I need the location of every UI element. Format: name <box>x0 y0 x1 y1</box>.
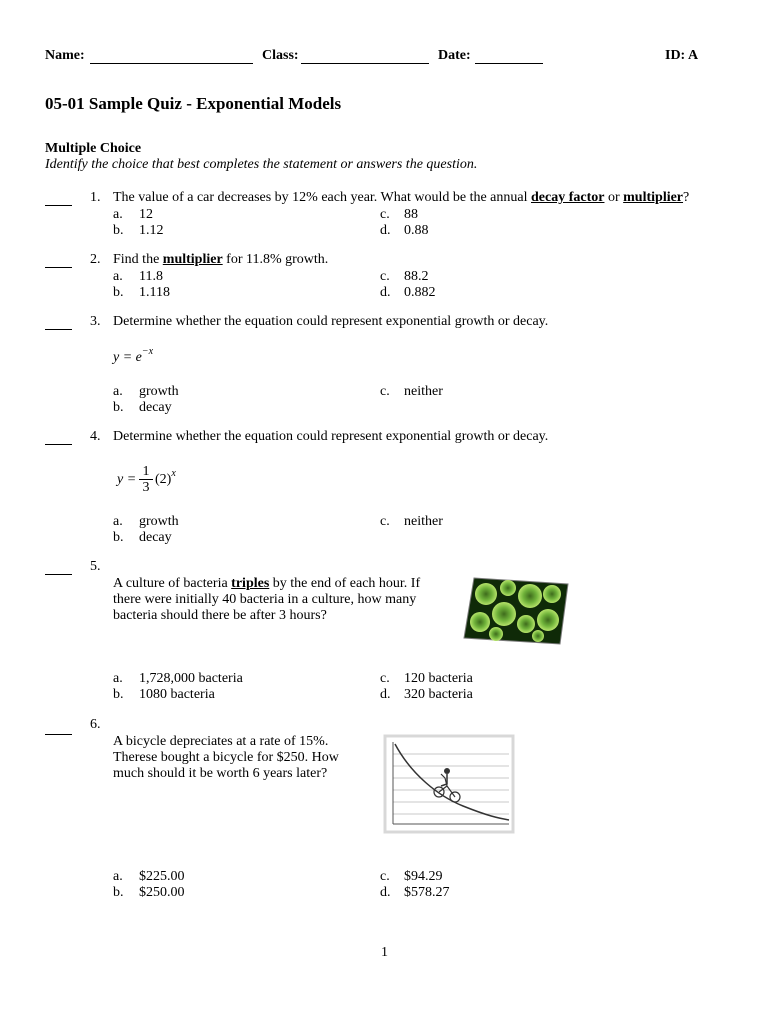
choice-letter: a. <box>113 671 123 686</box>
section-instructions: Identify the choice that best completes the statement or answers the question. <box>45 157 478 172</box>
emph-triples: triples <box>231 576 270 591</box>
answer-blank-6[interactable] <box>45 734 72 735</box>
choice-letter: a. <box>113 269 123 284</box>
question-5-line-3: bacteria should there be after 3 hours? <box>113 608 327 623</box>
choice-text: 88 <box>404 207 418 222</box>
choice-text: 12 <box>139 207 153 222</box>
class-field[interactable] <box>301 63 429 64</box>
section-heading: Multiple Choice <box>45 141 142 156</box>
choice-text: $578.27 <box>404 885 450 900</box>
choice-text: $225.00 <box>139 869 185 884</box>
equation-4-base: $(2)^x$ <box>155 468 176 487</box>
choice-text: 0.882 <box>404 285 436 300</box>
choice-text: $94.29 <box>404 869 443 884</box>
emph-multiplier: multiplier <box>162 252 223 267</box>
name-field[interactable] <box>90 63 253 64</box>
choice-text: neither <box>404 514 443 529</box>
choice-text: 1.12 <box>139 223 164 238</box>
question-number: 2. <box>90 252 101 267</box>
choice-text: 1.118 <box>139 285 170 300</box>
choice-text: neither <box>404 384 443 399</box>
question-5-line-2: there were initially 40 bacteria in a culture, how many <box>113 592 417 607</box>
question-number: 1. <box>90 190 101 205</box>
bicycle-graph-image <box>383 734 515 834</box>
choice-text: 320 bacteria <box>404 687 473 702</box>
answer-blank-4[interactable] <box>45 444 72 445</box>
choice-letter: d. <box>380 885 391 900</box>
question-number: 6. <box>90 717 101 732</box>
emph-decay-factor: decay factor <box>531 190 605 205</box>
choice-text: $250.00 <box>139 885 185 900</box>
choice-letter: c. <box>380 384 390 399</box>
equation-3: $y = e^{-x}$ <box>113 346 154 365</box>
choice-letter: c. <box>380 671 390 686</box>
choice-letter: d. <box>380 223 391 238</box>
choice-text: growth <box>139 384 179 399</box>
choice-text: 0.88 <box>404 223 429 238</box>
emph-multiplier: multiplier <box>623 190 684 205</box>
question-number: 5. <box>90 559 101 574</box>
answer-blank-1[interactable] <box>45 205 72 206</box>
choice-letter: b. <box>113 285 124 300</box>
choice-letter: a. <box>113 869 123 884</box>
choice-letter: d. <box>380 687 391 702</box>
name-label: Name: <box>45 48 85 63</box>
bacteria-image <box>460 574 572 648</box>
id-label: ID: A <box>665 48 699 63</box>
page-title: 05-01 Sample Quiz - Exponential Models <box>45 94 342 113</box>
choice-letter: b. <box>113 885 124 900</box>
choice-letter: b. <box>113 530 124 545</box>
choice-letter: b. <box>113 687 124 702</box>
choice-letter: a. <box>113 207 123 222</box>
choice-letter: b. <box>113 400 124 415</box>
equation-4-lhs: y = <box>117 472 137 487</box>
choice-letter: c. <box>380 269 390 284</box>
choice-letter: d. <box>380 285 391 300</box>
choice-text: 88.2 <box>404 269 429 284</box>
page-number: 1 <box>381 945 388 960</box>
question-1-text: The value of a car decreases by 12% each year. What would be the annual decay factor or multiplier? <box>113 190 690 205</box>
choice-text: decay <box>139 530 172 545</box>
answer-blank-5[interactable] <box>45 574 72 575</box>
equation-4-fraction: $\frac{1}{3}$ <box>139 464 153 495</box>
question-2-text: Find the multiplier for 11.8% growth. <box>113 252 329 267</box>
choice-text: growth <box>139 514 179 529</box>
choice-text: decay <box>139 400 172 415</box>
choice-text: 120 bacteria <box>404 671 473 686</box>
class-label: Class: <box>262 48 299 63</box>
choice-letter: c. <box>380 514 390 529</box>
question-number: 3. <box>90 314 101 329</box>
choice-text: 1080 bacteria <box>139 687 215 702</box>
date-label: Date: <box>438 48 471 63</box>
question-4-text: Determine whether the equation could represent exponential growth or decay. <box>113 429 549 444</box>
question-number: 4. <box>90 429 101 444</box>
choice-text: 11.8 <box>139 269 163 284</box>
question-6-line-3: much should it be worth 6 years later? <box>113 766 328 781</box>
choice-letter: a. <box>113 514 123 529</box>
question-3-text: Determine whether the equation could represent exponential growth or decay. <box>113 314 549 329</box>
choice-letter: c. <box>380 207 390 222</box>
choice-letter: c. <box>380 869 390 884</box>
choice-letter: a. <box>113 384 123 399</box>
question-6-line-1: A bicycle depreciates at a rate of 15%. <box>113 734 329 749</box>
answer-blank-3[interactable] <box>45 329 72 330</box>
choice-text: 1,728,000 bacteria <box>139 671 243 686</box>
choice-letter: b. <box>113 223 124 238</box>
date-field[interactable] <box>475 63 543 64</box>
question-5-line-1: A culture of bacteria triples by the end of each hour. If <box>113 576 421 591</box>
question-6-line-2: Therese bought a bicycle for $250. How <box>113 750 339 765</box>
answer-blank-2[interactable] <box>45 267 72 268</box>
